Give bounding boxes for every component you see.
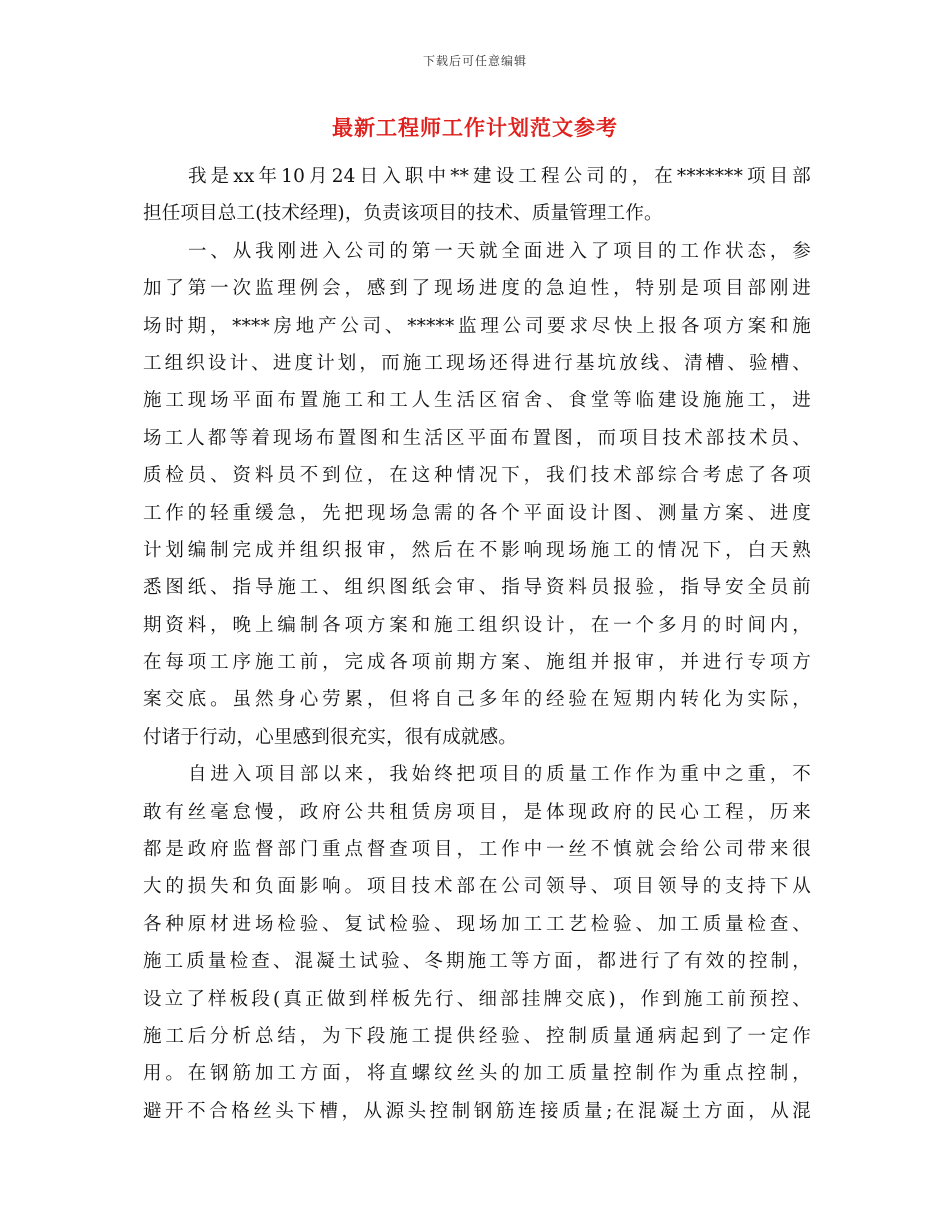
paragraph-line: 悉图纸、指导施工、组织图纸会审、指导资料员报验，指导安全员前 <box>143 577 811 599</box>
paragraph-line: 施工现场平面布置施工和工人生活区宿舍、食堂等临建设施施工，进 <box>143 390 811 412</box>
paragraph-line: 都是政府监督部门重点督查项目，工作中一丝不慎就会给公司带来很 <box>143 839 811 861</box>
paragraph-line: 一、从我刚进入公司的第一天就全面进入了项目的工作状态，参 <box>188 240 811 262</box>
paragraph-line: 工作的轻重缓急，先把现场急需的各个平面设计图、测量方案、进度 <box>143 502 811 524</box>
paragraph-line: 施工后分析总结，为下段施工提供经验、控制质量通病起到了一定作 <box>143 1025 811 1047</box>
paragraph-line: 场工人都等着现场布置图和生活区平面布置图，而项目技术部技术员、 <box>143 427 811 449</box>
paragraph-line: 担任项目总工(技术经理)，负责该项目的技术、质量管理工作。 <box>143 203 663 225</box>
paragraph-line: 用。在钢筋加工方面，将直螺纹丝头的加工质量控制作为重点控制， <box>143 1063 811 1085</box>
paragraph-line: 避开不合格丝头下槽，从源头控制钢筋连接质量;在混凝土方面，从混 <box>143 1100 811 1122</box>
paragraph-line: 期资料，晚上编制各项方案和施工组织设计，在一个多月的时间内， <box>143 614 811 636</box>
paragraph-line: 设立了样板段(真正做到样板先行、细部挂牌交底)，作到施工前预控、 <box>143 988 811 1010</box>
paragraph-line: 在每项工序施工前，完成各项前期方案、施组并报审，并进行专项方 <box>143 652 811 674</box>
paragraph-line: 场时期，****房地产公司、*****监理公司要求尽快上报各项方案和施 <box>143 315 811 337</box>
paragraph-line: 工组织设计、进度计划，而施工现场还得进行基坑放线、清槽、验槽、 <box>143 352 811 374</box>
header-note: 下载后可任意编辑 <box>422 54 527 68</box>
paragraph-line: 敢有丝毫怠慢，政府公共租赁房项目，是体现政府的民心工程，历来 <box>143 801 811 823</box>
paragraph-line: 施工质量检查、混凝土试验、冬期施工等方面，都进行了有效的控制， <box>143 951 811 973</box>
paragraph-line: 大的损失和负面影响。项目技术部在公司领导、项目领导的支持下从 <box>143 876 811 898</box>
paragraph-line: 加了第一次监理例会，感到了现场进度的急迫性，特别是项目部刚进 <box>143 278 811 300</box>
paragraph-line: 案交底。虽然身心劳累，但将自己多年的经验在短期内转化为实际， <box>143 689 811 711</box>
document-title: 最新工程师工作计划范文参考 <box>332 115 618 140</box>
paragraph-line: 付诸于行动，心里感到很充实，很有成就感。 <box>143 726 518 748</box>
paragraph-line: 我是xx年10月24日入职中**建设工程公司的，在*******项目部 <box>188 166 811 187</box>
paragraph-line: 计划编制完成并组织报审，然后在不影响现场施工的情况下，白天熟 <box>143 539 811 561</box>
paragraph-line: 自进入项目部以来，我始终把项目的质量工作作为重中之重，不 <box>188 764 811 786</box>
document-body <box>143 158 811 1130</box>
paragraph-line: 各种原材进场检验、复试检验、现场加工工艺检验、加工质量检查、 <box>143 913 811 935</box>
paragraph-line: 质检员、资料员不到位，在这种情况下，我们技术部综合考虑了各项 <box>143 465 811 487</box>
